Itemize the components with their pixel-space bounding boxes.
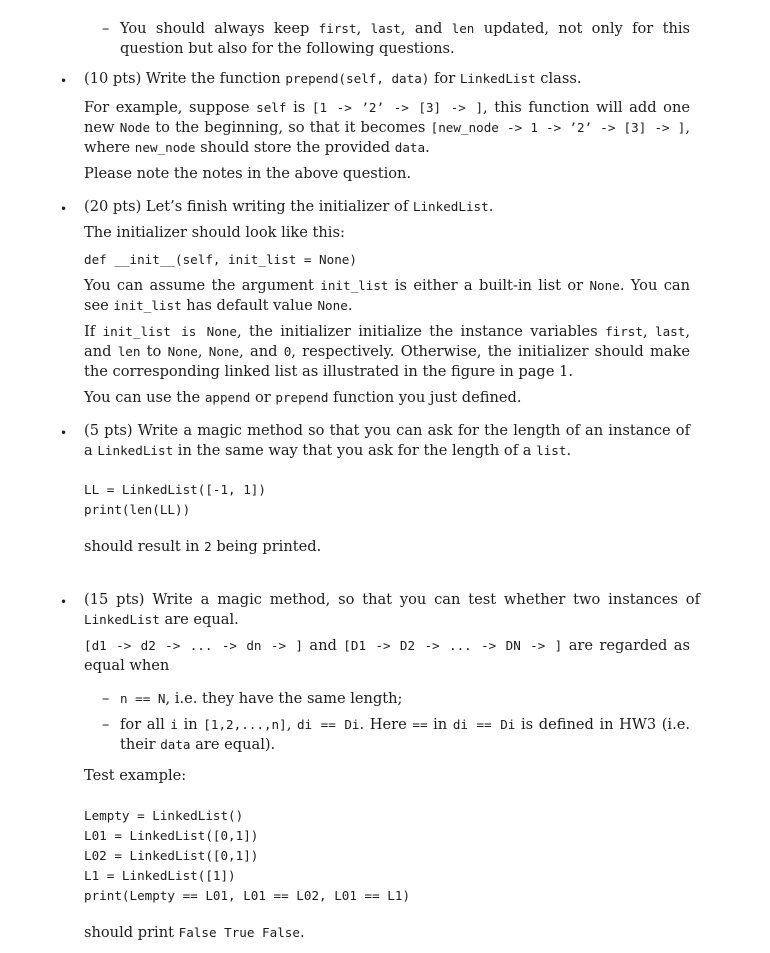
eq-code-line: L1 = LinkedList([1])	[84, 868, 236, 883]
init-hint-paragraph: You can use the append or prepend function you just defined.	[84, 389, 522, 406]
len-result-paragraph: should result in 2 being printed.	[84, 538, 322, 555]
dash-marker: –	[102, 716, 110, 733]
eq-result-paragraph: should print False True False.	[84, 924, 305, 941]
init-behavior-paragraph: If init_list is None, the initializer initialize the instance variables first, last, and len to None, None, and 0, respectively. Otherwise, the initializer should make the corresponding linked list as illustrated in the figure in page 1.	[84, 323, 691, 380]
eq-question-heading: (15 pts) Write a magic method, so that you can test whether two instances of LinkedList are equal.	[84, 591, 700, 628]
init-signature-code: def __init__(self, init_list = None)	[84, 252, 357, 267]
prepend-question-heading: (10 pts) Write the function prepend(self, data) for LinkedList class.	[84, 70, 582, 87]
init-intro-paragraph: The initializer should look like this:	[84, 224, 345, 241]
eq-code-line: Lempty = LinkedList()	[84, 808, 244, 823]
eq-code-line: L02 = LinkedList([0,1])	[84, 848, 259, 863]
dash-marker: –	[102, 690, 110, 707]
len-code-line: LL = LinkedList([-1, 1])	[84, 482, 266, 497]
bullet-marker: •	[60, 74, 68, 88]
len-question-heading: (5 pts) Write a magic method so that you can ask for the length of an instance of a LinkedList in the same way that you ask for the length of a list.	[84, 422, 690, 459]
len-code-line: print(len(LL))	[84, 502, 191, 517]
eq-code-line: L01 = LinkedList([0,1])	[84, 828, 259, 843]
bullet-marker: •	[60, 595, 68, 609]
init-question-heading: (20 pts) Let’s finish writing the initializer of LinkedList.	[84, 198, 494, 215]
eq-length-condition: n == N, i.e. they have the same length;	[120, 690, 403, 707]
eq-test-label: Test example:	[84, 767, 187, 784]
eq-element-condition: for all i in [1,2,...,n], di == Di. Here == in di == Di is defined in HW3 (i.e. their data are equal).	[120, 716, 691, 753]
prepend-example-paragraph: For example, suppose self is [1 -> ’2’ -> [3] -> ], this function will add one new Node to the beginning, so that it becomes [new_node -> 1 -> ’2’ -> [3] -> ], where new_node should store the provided data.	[84, 99, 690, 156]
eq-condition-paragraph: [d1 -> d2 -> ... -> dn -> ] and [D1 -> D2 -> ... -> DN -> ] are regarded as equal when	[84, 637, 690, 674]
prepend-note-paragraph: Please note the notes in the above question.	[84, 165, 412, 182]
keep-updated-note: You should always keep first, last, and len updated, not only for this question but also for the following questions.	[120, 20, 690, 57]
init-argument-paragraph: You can assume the argument init_list is either a built-in list or None. You can see init_list has default value None.	[84, 277, 690, 314]
eq-code-line: print(Lempty == L01, L01 == L02, L01 == L1)	[84, 888, 411, 903]
bullet-marker: •	[60, 202, 68, 216]
dash-marker: –	[102, 20, 110, 37]
bullet-marker: •	[60, 426, 68, 440]
